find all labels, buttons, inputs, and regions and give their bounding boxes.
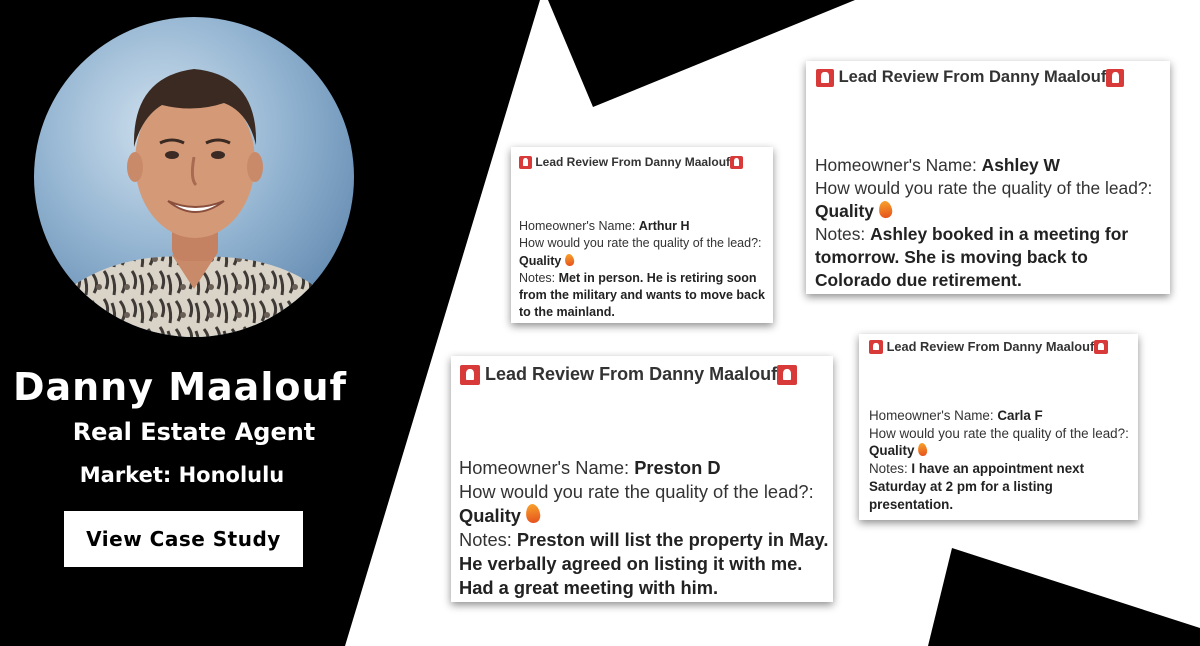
quality-rating: Quality: [815, 201, 874, 221]
view-case-study-button[interactable]: View Case Study: [64, 511, 303, 567]
review-card-header: [816, 68, 1124, 87]
review-body: [869, 407, 1131, 513]
homeowner-name: Preston D: [634, 457, 721, 478]
notes-label: Notes:: [869, 461, 912, 477]
quality-question: How would you rate the quality of the lead?:: [519, 236, 762, 251]
agent-market: Market: Honolulu: [79, 463, 285, 487]
review-title: Lead Review From Danny Maalouf: [886, 339, 1095, 354]
review-card: [511, 147, 773, 323]
review-notes: Met in person. He is retiring soon from the military and wants to move back to the mainland.: [519, 270, 765, 320]
notes-label: Notes:: [519, 270, 559, 285]
homeowner-name: Ashley W: [981, 155, 1060, 175]
review-body: [519, 218, 769, 322]
quality-question: How would you rate the quality of the lead?:: [869, 425, 1129, 441]
quality-question: How would you rate the quality of the lead?:: [815, 178, 1153, 198]
review-body: [815, 154, 1160, 292]
quality-question: How would you rate the quality of the lead?:: [459, 481, 814, 502]
notes-label: Notes:: [815, 224, 871, 244]
fire-icon: [878, 200, 893, 219]
agent-photo: [34, 17, 354, 337]
quality-rating: Quality: [519, 253, 562, 268]
review-title: Lead Review From Danny Maalouf: [485, 364, 778, 384]
bottom-right-dark-wedge: [928, 548, 1200, 646]
review-title: Lead Review From Danny Maalouf: [535, 155, 731, 169]
alarm-siren-icon: [816, 69, 834, 87]
quality-rating: Quality: [459, 505, 521, 526]
review-notes: Ashley booked in a meeting for tomorrow. She is moving back to Colorado due retirement.: [815, 224, 1129, 290]
homeowner-label: Homeowner's Name:: [519, 219, 639, 233]
alarm-siren-icon: [1094, 340, 1108, 354]
review-card: [859, 334, 1138, 520]
review-notes: Preston will list the property in May. He verbally agreed on listing it with me. Had a great meeting with him.: [459, 529, 829, 598]
homeowner-label: Homeowner's Name:: [459, 457, 635, 478]
review-card-header: [519, 155, 743, 169]
alarm-siren-icon: [1106, 69, 1124, 87]
alarm-siren-icon: [730, 156, 743, 169]
notes-label: Notes:: [459, 529, 517, 550]
alarm-siren-icon: [460, 365, 480, 385]
fire-icon: [525, 503, 542, 524]
review-card: [806, 61, 1170, 294]
alarm-siren-icon: [519, 156, 532, 169]
homeowner-name: Arthur H: [638, 219, 690, 233]
agent-role: Real Estate Agent: [72, 418, 316, 446]
fire-icon: [917, 443, 928, 457]
review-notes: I have an appointment next Saturday at 2 pm for a listing presentation.: [869, 461, 1085, 512]
fire-icon: [564, 253, 575, 266]
homeowner-label: Homeowner's Name:: [869, 408, 998, 423]
agent-name: Danny Maalouf: [12, 365, 348, 409]
alarm-siren-icon: [869, 340, 883, 354]
review-card-header: [869, 339, 1108, 354]
review-card-header: [460, 364, 797, 385]
review-body: [459, 456, 829, 600]
review-card: [451, 356, 833, 602]
review-title: Lead Review From Danny Maalouf: [838, 68, 1107, 86]
homeowner-name: Carla F: [997, 408, 1043, 423]
quality-rating: Quality: [869, 443, 915, 459]
homeowner-label: Homeowner's Name:: [815, 155, 982, 175]
alarm-siren-icon: [777, 365, 797, 385]
